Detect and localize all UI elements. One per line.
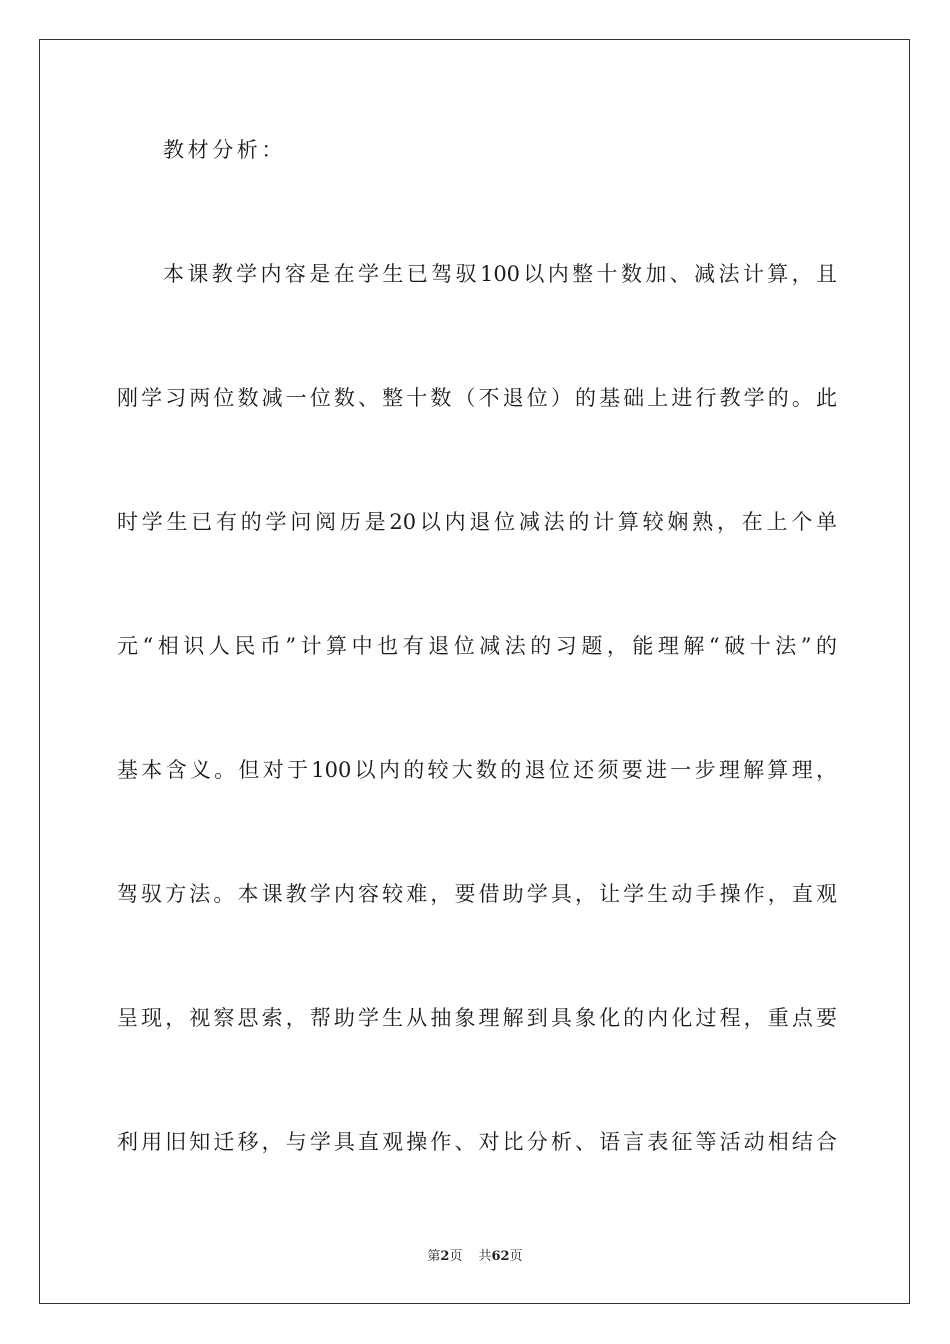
page-current: 2 bbox=[440, 1249, 450, 1264]
paragraph-line-4: 元“相识人民币”计算中也有退位减法的习题，能理解“破十法”的 bbox=[117, 634, 837, 658]
paragraph-line-2: 刚学习两位数减一位数、整十数（不退位）的基础上进行教学的。此 bbox=[117, 386, 837, 410]
paragraph-line-1: 本课教学内容是在学生已驾驭100以内整十数加、减法计算，且 bbox=[163, 262, 837, 286]
total-prefix: 共 bbox=[478, 1249, 492, 1264]
section-heading: 教材分析： bbox=[163, 138, 286, 162]
paragraph-line-3: 时学生已有的学问阅历是20以内退位减法的计算较娴熟，在上个单 bbox=[117, 510, 837, 534]
total-suffix: 页 bbox=[509, 1249, 523, 1264]
paragraph-line-8: 利用旧知迁移，与学具直观操作、对比分析、语言表征等活动相结合 bbox=[117, 1130, 837, 1154]
page-prefix: 第 bbox=[427, 1249, 441, 1264]
page-total: 62 bbox=[491, 1249, 510, 1264]
paragraph-line-5: 基本含义。但对于100以内的较大数的退位还须要进一步理解算理， bbox=[117, 758, 837, 782]
page-suffix: 页 bbox=[449, 1249, 463, 1264]
page-border bbox=[39, 39, 910, 1304]
page-footer bbox=[0, 1248, 950, 1266]
paragraph-line-7: 呈现，视察思索，帮助学生从抽象理解到具象化的内化过程，重点要 bbox=[117, 1006, 837, 1030]
paragraph-line-6: 驾驭方法。本课教学内容较难，要借助学具，让学生动手操作，直观 bbox=[117, 882, 837, 906]
